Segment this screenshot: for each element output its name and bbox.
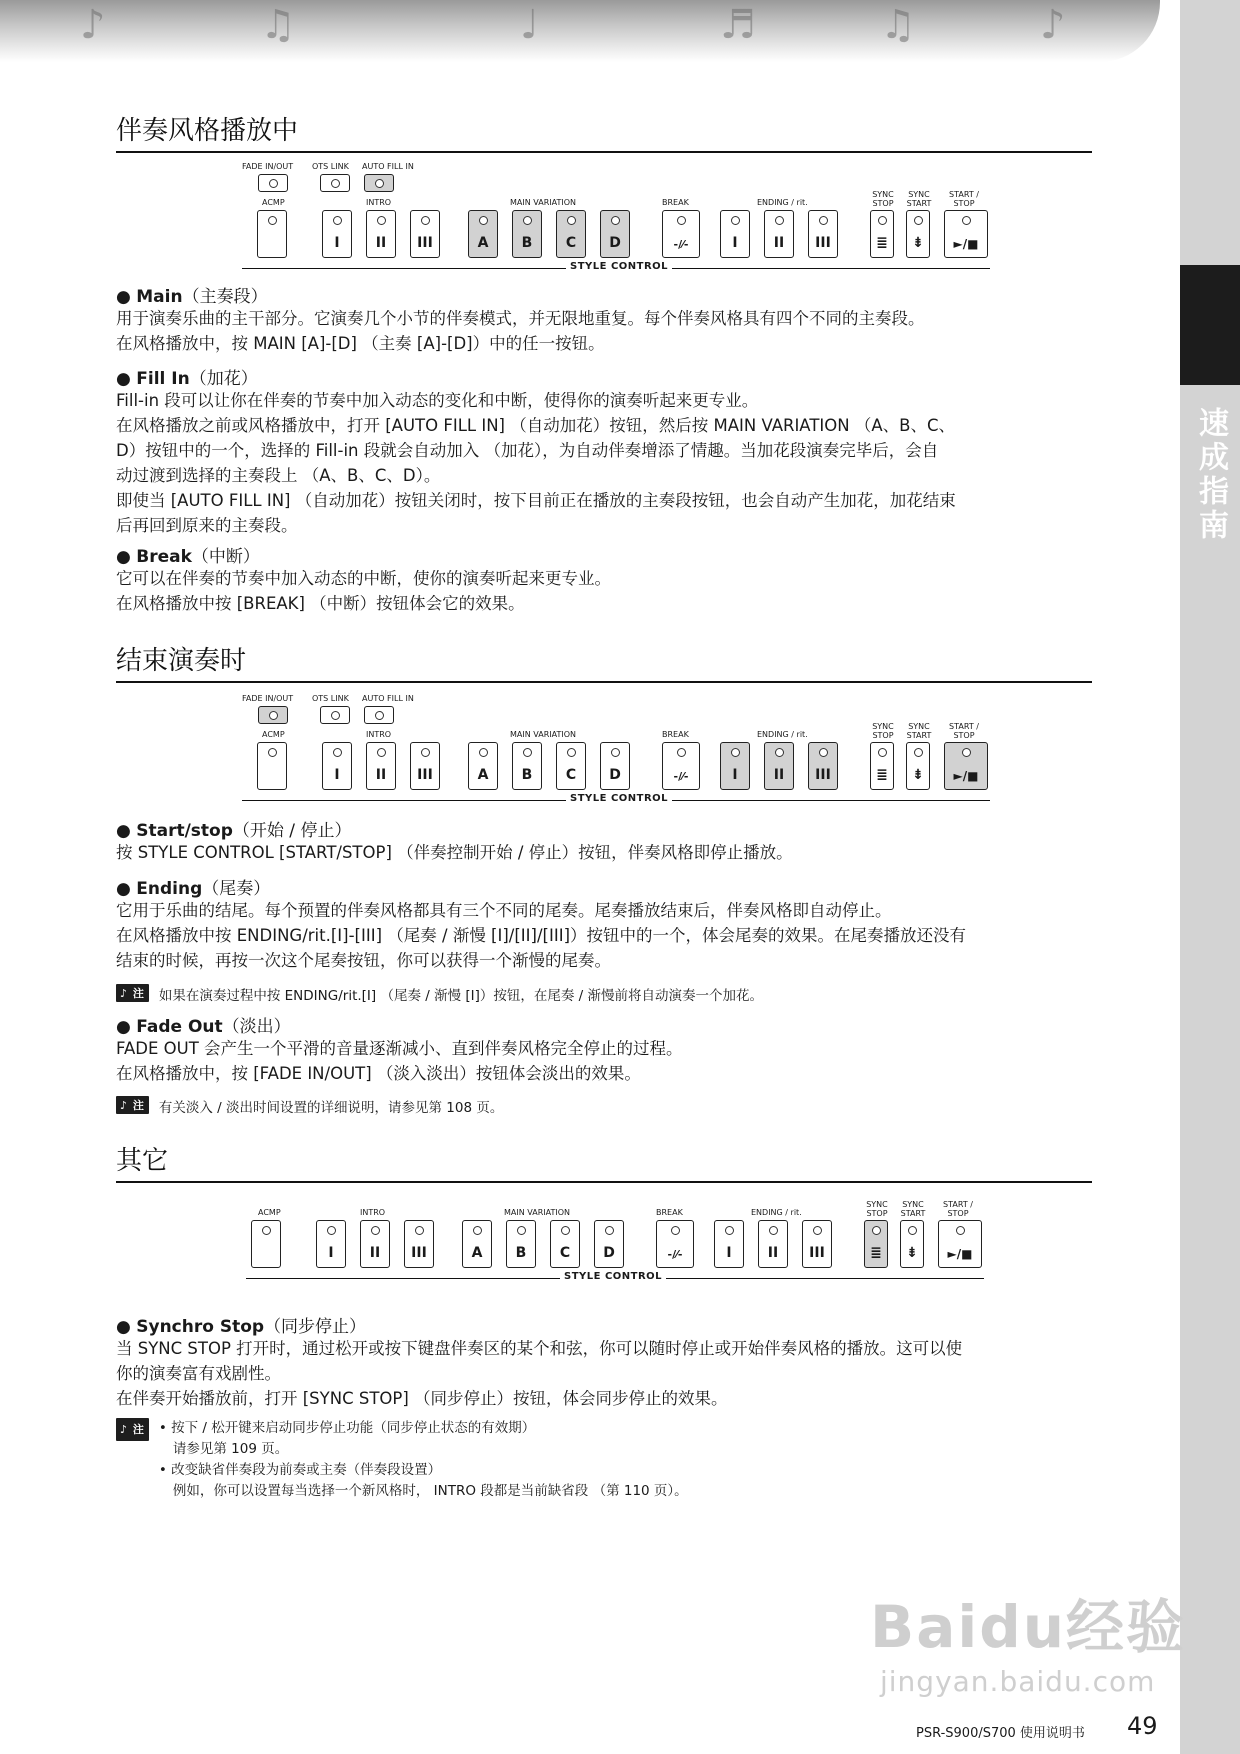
item-syncstop-body: 当 SYNC STOP 打开时，通过松开或按下键盘伴奏区的某个和弦，你可以随时停止或开始伴奏风格的播放。这可以使 你的演奏富有戏剧性。 在伴奏开始播放前，打开 [SYNC STOP] （同步停止）按钮，体会同步停止的效果。: [116, 1339, 963, 1408]
item-fillin-title: ● Fill In（加花）: [116, 369, 258, 389]
header-banner: [0, 0, 1160, 62]
item-ending-title: ● Ending（尾奏）: [116, 879, 271, 899]
ots-label: OTS LINK: [312, 162, 349, 171]
style-control-panel-3: [246, 1200, 1006, 1320]
intro-label: INTRO: [366, 198, 392, 207]
ending-iii-button[interactable]: III: [802, 1220, 832, 1268]
autofill-label: AUTO FILL IN: [362, 162, 414, 171]
acmp-label: ACMP: [262, 198, 285, 207]
sync-start-button[interactable]: ⇟: [906, 742, 930, 790]
footer-model: PSR-S900/S700 使用说明书: [916, 1726, 1085, 1741]
sync-start-button[interactable]: ⇟: [906, 210, 930, 258]
sync-stop-label: SYNC STOP: [872, 722, 894, 740]
intro-label: INTRO: [360, 1208, 386, 1217]
fade-label: FADE IN/OUT: [242, 162, 294, 171]
ending-iii-button[interactable]: III: [808, 210, 838, 258]
style-control-label: STYLE CONTROL: [566, 793, 672, 804]
main-variation-label: MAIN VARIATION: [510, 730, 576, 739]
auto-fill-button[interactable]: [364, 174, 394, 192]
sync-stop-label: SYNC STOP: [872, 190, 894, 208]
note-fade: ♪ 注 有关淡入 / 淡出时间设置的详细说明，请参见第 108 页。: [116, 1096, 503, 1116]
ots-link-button[interactable]: [320, 174, 350, 192]
item-fadeout-title: ● Fade Out（淡出）: [116, 1017, 291, 1037]
note-syncstop: ♪ 注 • 按下 / 松开键来启动同步停止功能（同步停止状态的有效期） 请参见第 109 页。 • 改变缺省伴奏段为前奏或主奏（伴奏段设置） 例如，你可以设置每当选择一个新风格时， INTRO 段都是当前缺省段 （第 110 页）。: [116, 1418, 688, 1502]
intro-i-button[interactable]: I: [316, 1220, 346, 1268]
sync-stop-button[interactable]: ≣: [864, 1220, 888, 1268]
sync-start-label: SYNC START: [906, 722, 932, 740]
ending-i-button[interactable]: I: [720, 742, 750, 790]
intro-label: INTRO: [366, 730, 392, 739]
item-main-body: 用于演奏乐曲的主干部分。它演奏几个小节的伴奏模式，并无限地重复。每个伴奏风格具有四个不同的主奏段。 在风格播放中，按 MAIN [A]-[D] （主奏 [A]-[D]）中的任一按钮。: [116, 309, 925, 353]
section-title: 结束演奏时: [116, 640, 1092, 683]
page-number: 49: [1127, 1712, 1158, 1740]
side-title: 速成指南: [1180, 395, 1240, 555]
ending-label: ENDING / rit.: [757, 730, 808, 739]
item-startstop-title: ● Start/stop（开始 / 停止）: [116, 821, 352, 841]
main-d-button[interactable]: D: [600, 742, 630, 790]
ending-ii-button[interactable]: II: [758, 1220, 788, 1268]
intro-i-button[interactable]: I: [322, 742, 352, 790]
acmp-label: ACMP: [258, 1208, 281, 1217]
main-d-button[interactable]: D: [594, 1220, 624, 1268]
music-note-icon: ♪: [80, 2, 106, 48]
style-control-panel-2: [242, 692, 1002, 812]
sync-start-label: SYNC START: [906, 190, 932, 208]
item-fadeout-body: FADE OUT 会产生一个平滑的音量逐渐减小、直到伴奏风格完全停止的过程。 在风格播放中，按 [FADE IN/OUT] （淡入淡出）按钮体会淡出的效果。: [116, 1039, 683, 1083]
item-break-body: 它可以在伴奏的节奏中加入动态的中断，使你的演奏听起来更专业。 在风格播放中按 [BREAK] （中断）按钮体会它的效果。: [116, 569, 611, 613]
main-b-button[interactable]: B: [512, 742, 542, 790]
main-c-button[interactable]: C: [550, 1220, 580, 1268]
ending-ii-button[interactable]: II: [764, 210, 794, 258]
break-button[interactable]: -/⁄-: [662, 742, 700, 790]
item-ending-body: 它用于乐曲的结尾。每个预置的伴奏风格都具有三个不同的尾奏。尾奏播放结束后，伴奏风格即自动停止。 在风格播放中按 ENDING/rit.[I]-[III] （尾奏 / 渐慢 [I]/[II]/[III]）按钮中的一个，体会尾奏的效果。在尾奏播放还没有 结束的时候，再按一次这个尾奏按钮，你可以获得一个渐慢的尾奏。: [116, 901, 966, 970]
note-ending: ♪ 注 如果在演奏过程中按 ENDING/rit.[I] （尾奏 / 渐慢 [I]）按钮，在尾奏 / 渐慢前将自动演奏一个加花。: [116, 984, 763, 1004]
intro-ii-button[interactable]: II: [366, 742, 396, 790]
fade-button[interactable]: [258, 706, 288, 724]
acmp-button[interactable]: [257, 210, 287, 258]
main-variation-label: MAIN VARIATION: [504, 1208, 570, 1217]
style-control-label: STYLE CONTROL: [560, 1271, 666, 1282]
item-syncstop-title: ● Synchro Stop（同步停止）: [116, 1317, 367, 1337]
intro-i-button[interactable]: I: [322, 210, 352, 258]
sync-start-label: SYNC START: [900, 1200, 926, 1218]
item-break-title: ● Break（中断）: [116, 547, 260, 567]
main-variation-label: MAIN VARIATION: [510, 198, 576, 207]
start-stop-label: START / STOP: [949, 722, 979, 740]
ending-ii-button[interactable]: II: [764, 742, 794, 790]
start-stop-button[interactable]: ►/■: [944, 210, 988, 258]
music-note-icon: ♫: [880, 2, 916, 48]
main-c-button[interactable]: C: [556, 210, 586, 258]
music-note-icon: ♬: [720, 2, 756, 48]
main-a-button[interactable]: A: [468, 742, 498, 790]
start-stop-label: START / STOP: [949, 190, 979, 208]
acmp-label: ACMP: [262, 730, 285, 739]
main-a-button[interactable]: A: [468, 210, 498, 258]
ending-label: ENDING / rit.: [757, 198, 808, 207]
main-c-button[interactable]: C: [556, 742, 586, 790]
baidu-watermark-logo: Baidu经验: [870, 1593, 1187, 1661]
note-badge: ♪ 注: [116, 984, 149, 1002]
sync-stop-button[interactable]: ≣: [870, 210, 894, 258]
fade-button[interactable]: [258, 174, 288, 192]
note-badge: ♪ 注: [116, 1418, 149, 1441]
ending-i-button[interactable]: I: [720, 210, 750, 258]
music-note-icon: ♩: [520, 2, 539, 48]
start-stop-button[interactable]: ►/■: [938, 1220, 982, 1268]
side-tab-marker: [1180, 265, 1240, 385]
section-title: 伴奏风格播放中: [116, 110, 1092, 153]
autofill-label: AUTO FILL IN: [362, 694, 414, 703]
intro-ii-button[interactable]: II: [360, 1220, 390, 1268]
ots-link-button[interactable]: [320, 706, 350, 724]
ending-i-button[interactable]: I: [714, 1220, 744, 1268]
start-stop-button[interactable]: ►/■: [944, 742, 988, 790]
fade-label: FADE IN/OUT: [242, 694, 294, 703]
break-button[interactable]: -/⁄-: [662, 210, 700, 258]
intro-iii-button[interactable]: III: [410, 210, 440, 258]
item-main-title: ● Main（主奏段）: [116, 287, 268, 307]
ots-label: OTS LINK: [312, 694, 349, 703]
style-control-panel-1: [242, 160, 1002, 280]
item-startstop-body: 按 STYLE CONTROL [START/STOP] （伴奏控制开始 / 停止）按钮，伴奏风格即停止播放。: [116, 843, 793, 862]
side-strip: [1180, 0, 1240, 1754]
main-b-button[interactable]: B: [512, 210, 542, 258]
acmp-button[interactable]: [257, 742, 287, 790]
sync-stop-label: SYNC STOP: [866, 1200, 888, 1218]
baidu-watermark-url: jingyan.baidu.com: [880, 1665, 1156, 1698]
ending-iii-button[interactable]: III: [808, 742, 838, 790]
break-label: BREAK: [656, 1208, 683, 1217]
style-control-label: STYLE CONTROL: [566, 261, 672, 272]
acmp-button[interactable]: [251, 1220, 281, 1268]
start-stop-label: START / STOP: [943, 1200, 973, 1218]
intro-iii-button[interactable]: III: [404, 1220, 434, 1268]
main-b-button[interactable]: B: [506, 1220, 536, 1268]
section-title: 其它: [116, 1140, 1092, 1183]
sync-start-button[interactable]: ⇟: [900, 1220, 924, 1268]
music-note-icon: ♪: [1040, 2, 1066, 48]
main-a-button[interactable]: A: [462, 1220, 492, 1268]
auto-fill-button[interactable]: [364, 706, 394, 724]
item-fillin-body: Fill-in 段可以让你在伴奏的节奏中加入动态的变化和中断，使得你的演奏听起来更专业。 在风格播放之前或风格播放中，打开 [AUTO FILL IN] （自动加花）按钮，然后按 MAIN VARIATION （A、B、C、 D）按钮中的一个，选择的 Fill-in 段就会自动加入 （加花），为自动伴奏增添了情趣。当加花段演奏完毕后，会自 动过渡到选择的主奏段上 （A、B、C、D）。 即使当 [AUTO FILL IN] （自动加花）按钮关闭时，按下目前正在播放的主奏段按钮，也会自动产生加花，加花结束 后再回到原来的主奏段。: [116, 391, 956, 535]
intro-ii-button[interactable]: II: [366, 210, 396, 258]
break-label: BREAK: [662, 198, 689, 207]
sync-stop-button[interactable]: ≣: [870, 742, 894, 790]
intro-iii-button[interactable]: III: [410, 742, 440, 790]
note-badge: ♪ 注: [116, 1096, 149, 1114]
music-note-icon: ♫: [260, 2, 296, 48]
main-d-button[interactable]: D: [600, 210, 630, 258]
break-label: BREAK: [662, 730, 689, 739]
ending-label: ENDING / rit.: [751, 1208, 802, 1217]
break-button[interactable]: -/⁄-: [656, 1220, 694, 1268]
